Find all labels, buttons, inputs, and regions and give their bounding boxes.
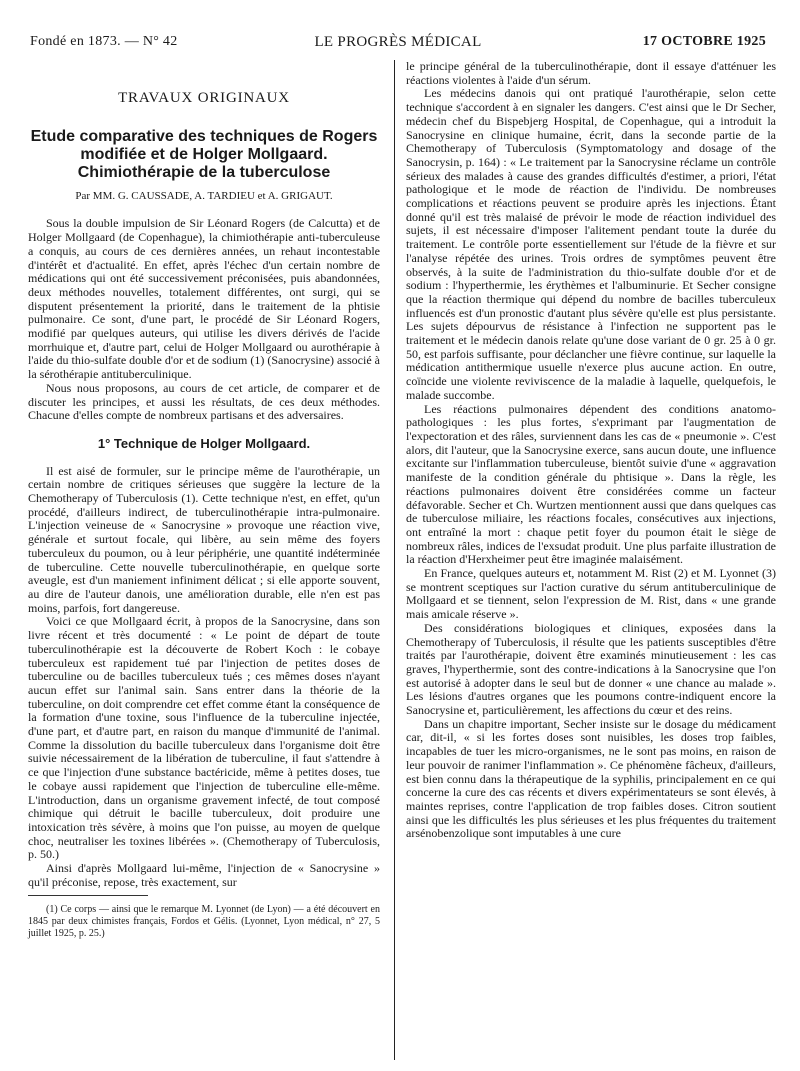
footnote-rule bbox=[28, 895, 148, 896]
paragraph: Dans un chapitre important, Secher insiste sur le dosage du médicament car, dit-il, « si les fortes doses sont nuisibles, les doses trop faibles, incapables de tuer les micro-organismes, ne le sont pas moins, en raison de leur pouvoir de ranimer l'inflammation ». Ce phénomène fâcheux, d'ailleurs, est bien connu dans la thérapeutique de la syphilis, principalement en ce qui concerne la cure des cas récents et divers expérimentateurs se sont élevés, à maintes reprises, contre l'application de trop faibles doses. Citron soutient ainsi que les difficultés les plus sérieuses et les plus fréquentes du traitement arsénobenzolique sont imputables à une cure bbox=[406, 716, 776, 841]
section-title: TRAVAUX ORIGINAUX bbox=[118, 90, 290, 106]
subsection-heading: 1° Technique de Holger Mollgaard. bbox=[97, 435, 311, 451]
paragraph: Les médecins danois qui ont pratiqué l'aurothérapie, selon cette technique s'accordent à en signaler les dangers. C'est ainsi que le Dr Secher, médecin chef du Bispebjerg Hospital, de Copenhague, qui a introduit la Sanocrysine en clinique humaine, écrit, dans la seconde partie de la Chemotherapy of Tuberculosis (Symptomatology and dosage of the Sanocrysin, p. 164) : « Le traitement par la Sanocrysine réclame un contrôle sérieux des malades à cause des grandes difficultés d'estimer, a priori, l'état pathologique et le mode de réaction de l'individu. De nombreuses complications et réactions peuvent se produire après les injections. Étant donné qu'il est très malaisé de prévoir le mode de réaction individuel des sujets, il est nécessaire d'imposer l'alitement pendant toute la durée du traitement. Le contrôle porte essentiellement sur l'étude de la fièvre et sur l'analyse répétée des urines. Trois ordres de symptômes peuvent être observés, à la suite de l'administration du thio-sulfate double d'or et de sodium : l'hyperthermie, les érythèmes et l'albuminurie. Et Secher consigne que la réaction thermique qui dépend du nombre de bacilles tuberculeux influencés est d'un pronostic d'autant plus sévère qu'elle est plus persistante. Les sujets dépourvus de résistance à l'infection ne supportent pas le traitement et le médecin danois relate qu'une dose variant de 0 gr. 25 à 0 gr. 50, est parfois suffisante, pour déclancher une fièvre continue, sur laquelle la médication antithermique usuelle n'exerce plus aucune action. En outre, coïncide une violente reviviscence de la maladie à laquelle, quelquefois, le malade succombe. bbox=[406, 86, 776, 402]
article-title: Etude comparative des techniques de Rogers modifiée et de Holger Mollgaard. Chimiothérapie de la tuberculose bbox=[30, 127, 378, 181]
paragraph: Ainsi d'après Mollgaard lui-même, l'injection de « Sanocrysine » qu'il préconise, repose, très exactement, sur bbox=[28, 861, 380, 889]
footnote: (1) Ce corps — ainsi que le remarque M. Lyonnet (de Lyon) — a été découvert en 1845 par deux chimistes français, Fordos et Gélis. (Lyonnet, Lyon médical, n° 27, 5 juillet 1925, p. 25.) bbox=[28, 904, 380, 940]
journal-title: LE PROGRÈS MÉDICAL bbox=[314, 34, 482, 50]
paragraph: le principe général de la tuberculinothérapie, dont il essaye d'atténuer les réactions violentes à l'aide d'un sérum. bbox=[406, 59, 776, 87]
paragraph: Nous nous proposons, au cours de cet article, de comparer et de discuter les principes, et aussi les résultats, de ces deux méthodes. Chacune d'elles compte de nombreux partisans et des adversaires. bbox=[28, 380, 380, 423]
right-column bbox=[406, 60, 776, 841]
article-authors: Par MM. G. CAUSSADE, A. TARDIEU et A. GRIGAUT. bbox=[75, 189, 333, 202]
paragraph: Voici ce que Mollgaard écrit, à propos de la Sanocrysine, dans son livre récent et très documenté : « Le point de départ de toute tuberculinothérapie est la découverte de Robert Koch : le cobaye tuberculeux est rapidement tué par l'injection de petites doses de tuberculine ou de bacilles tuberculeux tués ; ces mêmes doses n'ayant aucun effet sur l'animal sain. Sans entrer dans la théorie de la tuberculine, on doit comprendre cet effet comme étant la conséquence de la formation d'une toxine, sous l'influence de la tuberculine injectée, d'une part, et d'autre part, en raison du manque d'immunité de l'animal. Comme la dissolution du bacille tuberculeux dans l'organisme doit être suivie nécessairement de la libération de tuberculine, il faut s'attendre à ce que l'injection d'une substance bactéricide, même à petites doses, tue le cobaye aussi rapidement que l'injection de tuberculine elle-même. L'introduction, dans un organisme gravement infecté, de tout composé chimique qui détruit le bacille tuberculeux, doit produire une intoxication très sévère, à moins que l'on puisse, au moyen de quelque choc, neutraliser les toxines libérées ». (Chemotherapy of Tuberculosis, p. 50.) bbox=[28, 614, 380, 862]
paragraph: Il est aisé de formuler, sur le principe même de l'aurothérapie, un certain nombre de critiques sérieuses que suggère la lecture de la Chemotherapy of Tuberculosis (1). Cette technique n'est, en effet, qu'un procédé, d'ailleurs indirect, de tuberculinothérapie intra-pulmonaire. L'injection veineuse de « Sanocrysine » provoque une réaction vive, générale et surtout focale, qui libère, au sein même des foyers tuberculeux du poumon, ou à leur périphérie, une quantité indéterminée de tuberculine. Cette nouvelle tuberculinothérapie, en quelque sorte aveugle, est d'un maniement infiniment délicat ; si elle apporte souvent, au dire de l'auteur danois, une amélioration durable, elle n'en est pas moins, parfois, fort dangereuse. bbox=[28, 463, 380, 615]
journal-founding-number: Fondé en 1873. — N° 42 bbox=[30, 34, 178, 49]
left-column bbox=[28, 64, 380, 940]
paragraph: Les réactions pulmonaires dépendent des conditions anatomo-pathologiques : les plus fortes, s'exprimant par l'augmentation de l'expectoration et des râles, surviennent dans les cas de « pneumonie ». C'est alors, dit l'auteur, que la Sanocrysine exerce, sans aucun doute, une influence excitante sur l'inflammation tuberculeuse, bientôt suivie d'une « aggravation manifeste de la condition générale du phtisique ». Dans la règle, les réactions pulmonaires doivent être considérées comme un facteur défavorable. Secher et Ch. Wurtzen mentionnent aussi que dans quelques cas de tuberculose miliaire, les réactions focales, consécutives aux injections, ont entraîné la mort : chaque petit foyer du poumon était le siège de nombreux râles, indices de l'exsudat produit. Une plus parfaite illustration de la réaction d'Herxheimer peut être imaginée malaisément. bbox=[406, 401, 776, 567]
column-divider bbox=[394, 60, 395, 1060]
issue-date: 17 OCTOBRE 1925 bbox=[642, 34, 766, 49]
paragraph: Sous la double impulsion de Sir Léonard Rogers (de Calcutta) et de Holger Mollgaard (de Copenhague), la chimiothérapie anti-tuberculeuse a conquis, au cours de ces dernières années, un rehaut incontestable d'intérêt et d'actualité. En effet, après l'échec d'un certain nombre de médications qui ont été successivement préconisées, puis abandonnées, deux méthodes nouvelles, totalement différentes, ont surgi, qui se disputent présentement la priorité, dans le traitement de la phtisie pulmonaire. Ce sont, d'une part, le procédé de Sir Léonard Rogers, modifié par quelques auteurs, qui utilise les divers dérivés de l'acide morrhuique et, d'autre part, celui de Holger Mollgaard ou aurothérapie à l'aide du thio-sulfate double d'or et de sodium (1) (Sanocrysine) associé à la sérothérapie antituberculinique. bbox=[28, 216, 380, 382]
page-header bbox=[30, 34, 766, 54]
paragraph: Des considérations biologiques et cliniques, exposées dans la Chemotherapy of Tuberculosis, il résulte que les patients susceptibles d'être traités par l'aurothérapie, doivent être examinés minutieusement : les cas graves, l'hyperthermie, sont des contre-indications à la Sanocrysine que l'on est autorisé à adopter dans le seul but de donner « une chance au malade ». Les lésions d'autres organes que les poumons contre-indiquent encore la Sanocrysine et, particulièrement, les affections du cœur et des reins. bbox=[406, 620, 776, 718]
paragraph: En France, quelques auteurs et, notamment M. Rist (2) et M. Lyonnet (3) se montrent sceptiques sur l'action curative du sérum antituberculinique de Mollgaard et se tiennent, selon l'expression de M. Rist, dans « une grande mais amicale réserve ». bbox=[406, 566, 776, 622]
